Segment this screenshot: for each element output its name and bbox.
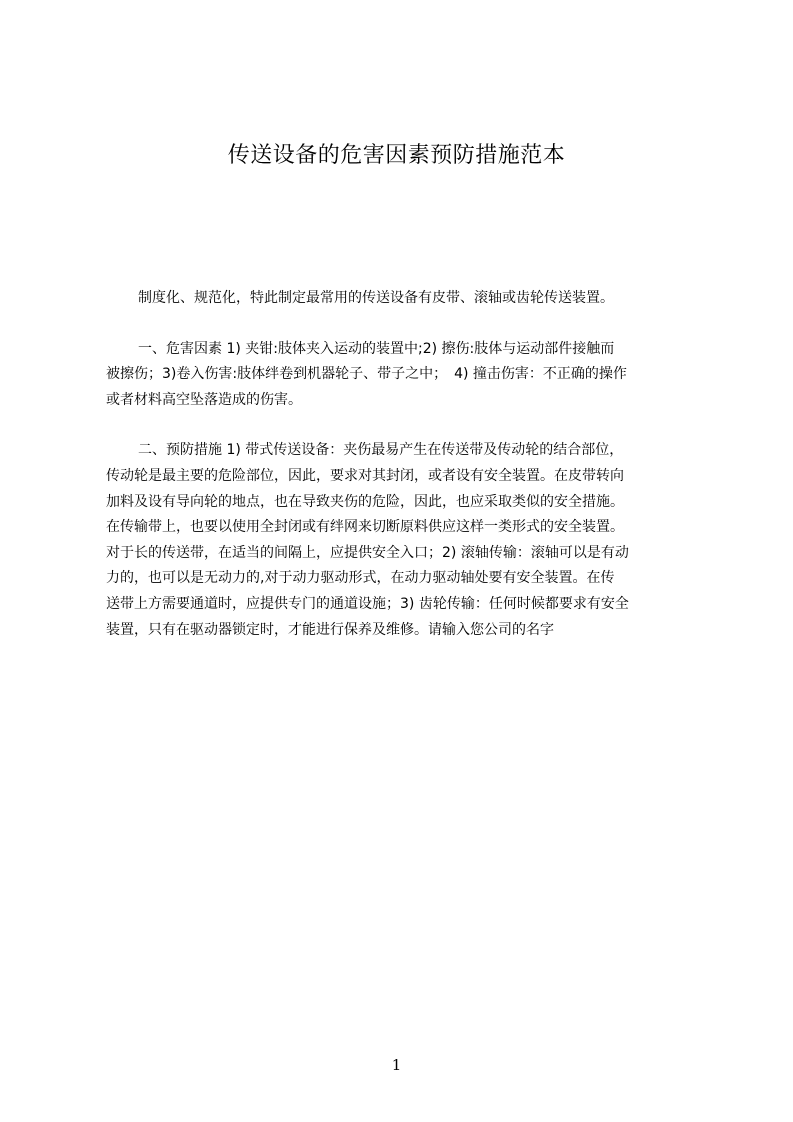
paragraph-line: 传动轮是最主要的危险部位，因此，要求对其封闭，或者设有安全装置。在皮带转向 [106,467,624,484]
paragraph-line: 力的，也可以是无动力的,对于动力驱动形式，在动力驱动轴处要有安全装置。在传 [106,570,615,587]
page-number: 1 [391,1056,402,1074]
paragraph-line: 加料及设有导向轮的地点，也在导致夹伤的危险，因此，也应采取类似的安全措施。 [106,493,624,510]
paragraph-hazard-factors [106,337,698,414]
paragraph-line: 一、危害因素 1) 夹钳:肢体夹入运动的装置中;2) 擦伤:肢体与运动部件接触而 [138,340,615,357]
paragraph-spacer [106,413,698,438]
paragraph-line: 制度化、规范化，特此制定最常用的传送设备有皮带、滚轴或齿轮传送装置。 [138,290,614,306]
paragraph-line: 被擦伤；3)卷入伤害:肢体绊卷到机器轮子、带子之中； 4) 撞击伤害：不正确的操作 [106,366,627,383]
document-title: 传送设备的危害因素预防措施范本 [227,143,566,168]
document-body [106,286,698,643]
paragraph-line: 在传输带上，也要以使用全封闭或有绊网来切断原料供应这样一类形式的安全装置。 [106,519,624,536]
paragraph-intro [106,286,698,312]
paragraph-line: 送带上方需要通道时，应提供专门的通道设施；3) 齿轮传输：任何时候都要求有安全 [106,595,629,612]
paragraph-spacer [106,312,698,337]
paragraph-prevention-measures [106,438,698,643]
paragraph-line: 装置，只有在驱动器锁定时，才能进行保养及维修。请输入您公司的名字 [106,621,554,638]
paragraph-line: 二、预防措施 1) 带式传送设备：夹伤最易产生在传送带及传动轮的结合部位， [138,442,624,459]
paragraph-line: 或者材料高空坠落造成的伤害。 [106,391,302,408]
paragraph-line: 对于长的传送带，在适当的间隔上，应提供安全入口；2) 滚轴传输：滚轴可以是有动 [106,544,629,561]
